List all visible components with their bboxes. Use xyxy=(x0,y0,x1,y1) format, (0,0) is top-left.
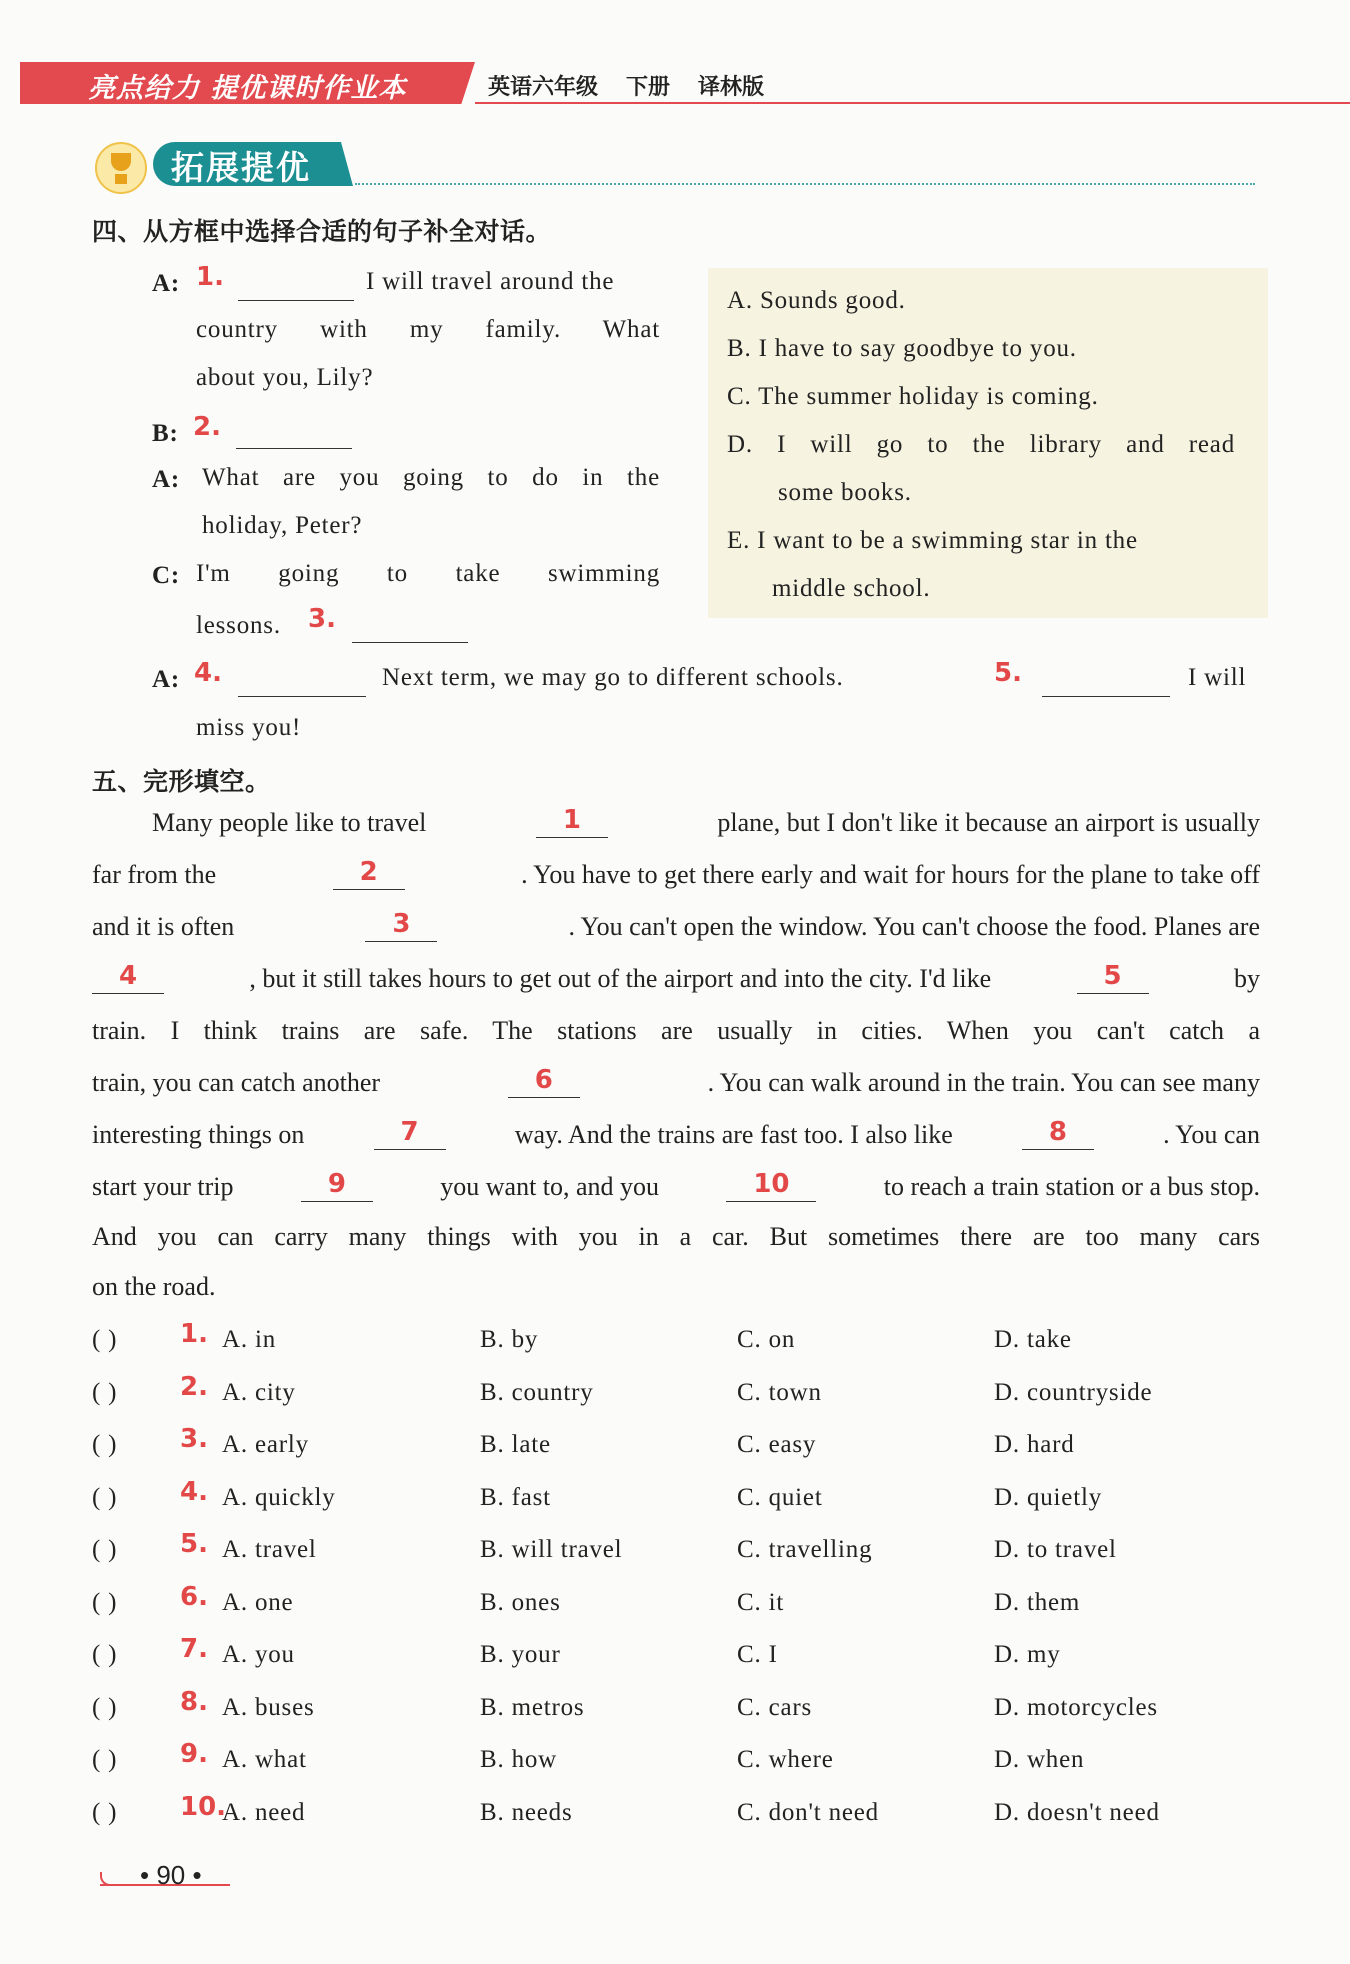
answer-bracket[interactable]: ( ) xyxy=(92,1641,118,1668)
dialogue-blank-5[interactable] xyxy=(1042,696,1170,697)
choice-c[interactable]: C. on xyxy=(737,1326,796,1353)
edition-label: 译林版 xyxy=(698,75,765,100)
question-number: 5. xyxy=(180,1529,208,1559)
dialogue-a3-tail: I will xyxy=(1188,664,1247,691)
choice-a[interactable]: A. you xyxy=(222,1641,295,1668)
choice-d[interactable]: D. hard xyxy=(994,1431,1075,1458)
dialogue-num-5: 5. xyxy=(994,658,1022,688)
speaker-a3: A: xyxy=(152,666,180,693)
cloze-blank-10[interactable]: 10 xyxy=(726,1172,816,1202)
answer-bracket[interactable]: ( ) xyxy=(92,1588,118,1616)
choice-c[interactable]: C. cars xyxy=(737,1693,813,1721)
choice-b[interactable]: B. your xyxy=(480,1641,561,1668)
question-number: 9. xyxy=(180,1739,208,1769)
dialogue-a3-line2: miss you! xyxy=(196,714,302,741)
banner-dotted-rule xyxy=(355,183,1255,185)
cloze-blank-3[interactable]: 3 xyxy=(365,912,437,942)
section-title: 拓展提优 xyxy=(171,148,311,187)
dialogue-a2-line2: holiday, Peter? xyxy=(202,512,363,539)
cloze-blank-9[interactable]: 9 xyxy=(301,1172,373,1202)
dialogue-num-1: 1. xyxy=(196,262,224,292)
choice-b[interactable]: B. by xyxy=(480,1326,539,1353)
cloze-blank-7[interactable]: 7 xyxy=(374,1120,446,1150)
passage-line-9: And you can carry many things with you in a car. But sometimes there are too many cars xyxy=(92,1222,1260,1251)
header-rule xyxy=(475,102,1350,104)
choice-c[interactable]: C. where xyxy=(737,1746,834,1773)
option-d-cont: some books. xyxy=(778,479,912,506)
choice-b[interactable]: B. will travel xyxy=(480,1536,623,1563)
dialogue-a1-line3: about you, Lily? xyxy=(196,364,374,391)
question-number: 6. xyxy=(180,1581,208,1612)
choice-b[interactable]: B. late xyxy=(480,1431,551,1458)
choice-d[interactable]: D. them xyxy=(994,1588,1081,1616)
cloze-blank-2[interactable]: 2 xyxy=(333,860,405,890)
option-a: A. Sounds good. xyxy=(727,287,906,314)
page-header xyxy=(20,62,1330,104)
question-number: 8. xyxy=(180,1686,208,1717)
dialogue-a1-line2: country with my family. What xyxy=(196,316,660,343)
choice-a[interactable]: A. in xyxy=(222,1326,276,1353)
choice-a[interactable]: A. early xyxy=(222,1431,309,1458)
choice-c[interactable]: C. it xyxy=(737,1588,785,1616)
passage-line-7: interesting things on 7 way. And the trains are fast too. I also like 8 . You can xyxy=(92,1117,1260,1149)
question-number: 3. xyxy=(180,1424,208,1454)
choice-d[interactable]: D. countryside xyxy=(994,1378,1153,1406)
speaker-c: C: xyxy=(152,562,180,589)
choice-d[interactable]: D. my xyxy=(994,1641,1061,1668)
question-number: 2. xyxy=(180,1371,208,1402)
cloze-blank-4[interactable]: 4 xyxy=(92,964,164,994)
speaker-a1: A: xyxy=(152,270,180,297)
choice-d[interactable]: D. doesn't need xyxy=(994,1798,1160,1826)
dialogue-num-4: 4. xyxy=(194,658,222,688)
trophy-icon xyxy=(95,142,147,194)
page-number: • 90 • xyxy=(140,1860,202,1890)
choice-d[interactable]: D. when xyxy=(994,1746,1085,1773)
answer-bracket[interactable]: ( ) xyxy=(92,1536,118,1563)
passage-line-1: Many people like to travel 1 plane, but I don't like it because an airport is usually xyxy=(152,805,1260,837)
choice-d[interactable]: D. motorcycles xyxy=(994,1693,1158,1721)
dialogue-c-line2: lessons. xyxy=(196,612,281,639)
question-number: 4. xyxy=(180,1476,208,1507)
question-number: 7. xyxy=(180,1634,208,1664)
answer-bracket[interactable]: ( ) xyxy=(92,1798,118,1826)
choice-b[interactable]: B. metros xyxy=(480,1693,585,1721)
option-e: E. I want to be a swimming star in the xyxy=(727,527,1138,554)
choice-a[interactable]: A. one xyxy=(222,1588,294,1616)
part4-title: 四、从方框中选择合适的句子补全对话。 xyxy=(92,217,552,246)
dialogue-blank-4[interactable] xyxy=(238,696,366,697)
option-e-cont: middle school. xyxy=(772,575,931,602)
cloze-blank-6[interactable]: 6 xyxy=(508,1068,580,1098)
answer-bracket[interactable]: ( ) xyxy=(92,1746,118,1773)
choice-a[interactable]: A. travel xyxy=(222,1536,317,1563)
choice-a[interactable]: A. quickly xyxy=(222,1483,336,1511)
dialogue-blank-2[interactable] xyxy=(236,448,352,449)
dialogue-c-line1: I'm going to take swimming xyxy=(196,560,660,587)
dialogue-blank-1[interactable] xyxy=(238,300,354,301)
dialogue-a2-line1: What are you going to do in the xyxy=(202,464,660,491)
choice-b[interactable]: B. needs xyxy=(480,1798,573,1826)
passage-line-4: 4 , but it still takes hours to get out of the airport and into the city. I'd like 5 by xyxy=(92,964,1260,994)
dialogue-a3-text: Next term, we may go to different schools. xyxy=(382,664,844,691)
passage-line-6: train, you can catch another 6 . You can walk around in the train. You can see many xyxy=(92,1065,1260,1097)
choice-b[interactable]: B. country xyxy=(480,1378,594,1406)
part5-title: 五、完形填空。 xyxy=(92,767,271,796)
choice-c[interactable]: C. town xyxy=(737,1378,822,1406)
passage-line-2: far from the 2 . You have to get there early and wait for hours for the plane to take off xyxy=(92,857,1260,889)
choice-b[interactable]: B. how xyxy=(480,1746,558,1773)
choice-c[interactable]: C. easy xyxy=(737,1431,817,1458)
choice-a[interactable]: A. buses xyxy=(222,1693,315,1721)
choice-d[interactable]: D. quietly xyxy=(994,1483,1102,1511)
question-number: 1. xyxy=(180,1319,208,1349)
answer-bracket[interactable]: ( ) xyxy=(92,1483,118,1511)
dialogue-num-2: 2. xyxy=(193,412,221,442)
choice-c[interactable]: C. I xyxy=(737,1641,778,1668)
book-info xyxy=(488,70,792,101)
answer-bracket[interactable]: ( ) xyxy=(92,1326,118,1353)
speaker-a2: A: xyxy=(152,466,180,493)
passage-line-8: start your trip 9 you want to, and you 10 to reach a train station or a bus stop. xyxy=(92,1169,1260,1201)
answer-bracket[interactable]: ( ) xyxy=(92,1431,118,1458)
choice-c[interactable]: C. travelling xyxy=(737,1536,873,1563)
option-b: B. I have to say goodbye to you. xyxy=(727,335,1077,362)
cloze-blank-5[interactable]: 5 xyxy=(1077,964,1149,994)
dialogue-a1-line1: I will travel around the xyxy=(366,268,615,295)
passage-line-5: train. I think trains are safe. The stations are usually in cities. When you can't catch a xyxy=(92,1016,1260,1045)
speaker-b: B: xyxy=(152,420,179,447)
choice-d[interactable]: D. take xyxy=(994,1326,1072,1353)
answer-bracket[interactable]: ( ) xyxy=(92,1378,118,1406)
question-number: 10. xyxy=(180,1791,227,1822)
option-d: D. I will go to the library and read xyxy=(727,431,1235,458)
cloze-blank-1[interactable]: 1 xyxy=(536,808,608,838)
choice-a[interactable]: A. city xyxy=(222,1378,296,1406)
choice-a[interactable]: A. what xyxy=(222,1746,307,1773)
choice-b[interactable]: B. fast xyxy=(480,1483,551,1511)
dialogue-blank-3[interactable] xyxy=(352,642,468,643)
passage-line-3: and it is often 3 . You can't open the window. You can't choose the food. Planes are xyxy=(92,909,1260,941)
series-title: 亮点给力 提优课时作业本 xyxy=(88,73,407,104)
subject-label: 英语六年级 xyxy=(488,75,599,100)
cloze-blank-8[interactable]: 8 xyxy=(1022,1120,1094,1150)
passage-line-10: on the road. xyxy=(92,1272,216,1301)
choice-c[interactable]: C. quiet xyxy=(737,1483,823,1511)
answer-bracket[interactable]: ( ) xyxy=(92,1693,118,1721)
dialogue-num-3: 3. xyxy=(308,604,336,634)
choice-c[interactable]: C. don't need xyxy=(737,1798,879,1826)
choice-b[interactable]: B. ones xyxy=(480,1588,561,1616)
choice-d[interactable]: D. to travel xyxy=(994,1536,1117,1563)
option-c: C. The summer holiday is coming. xyxy=(727,383,1099,410)
volume-label: 下册 xyxy=(626,75,671,100)
choice-a[interactable]: A. need xyxy=(222,1798,306,1826)
